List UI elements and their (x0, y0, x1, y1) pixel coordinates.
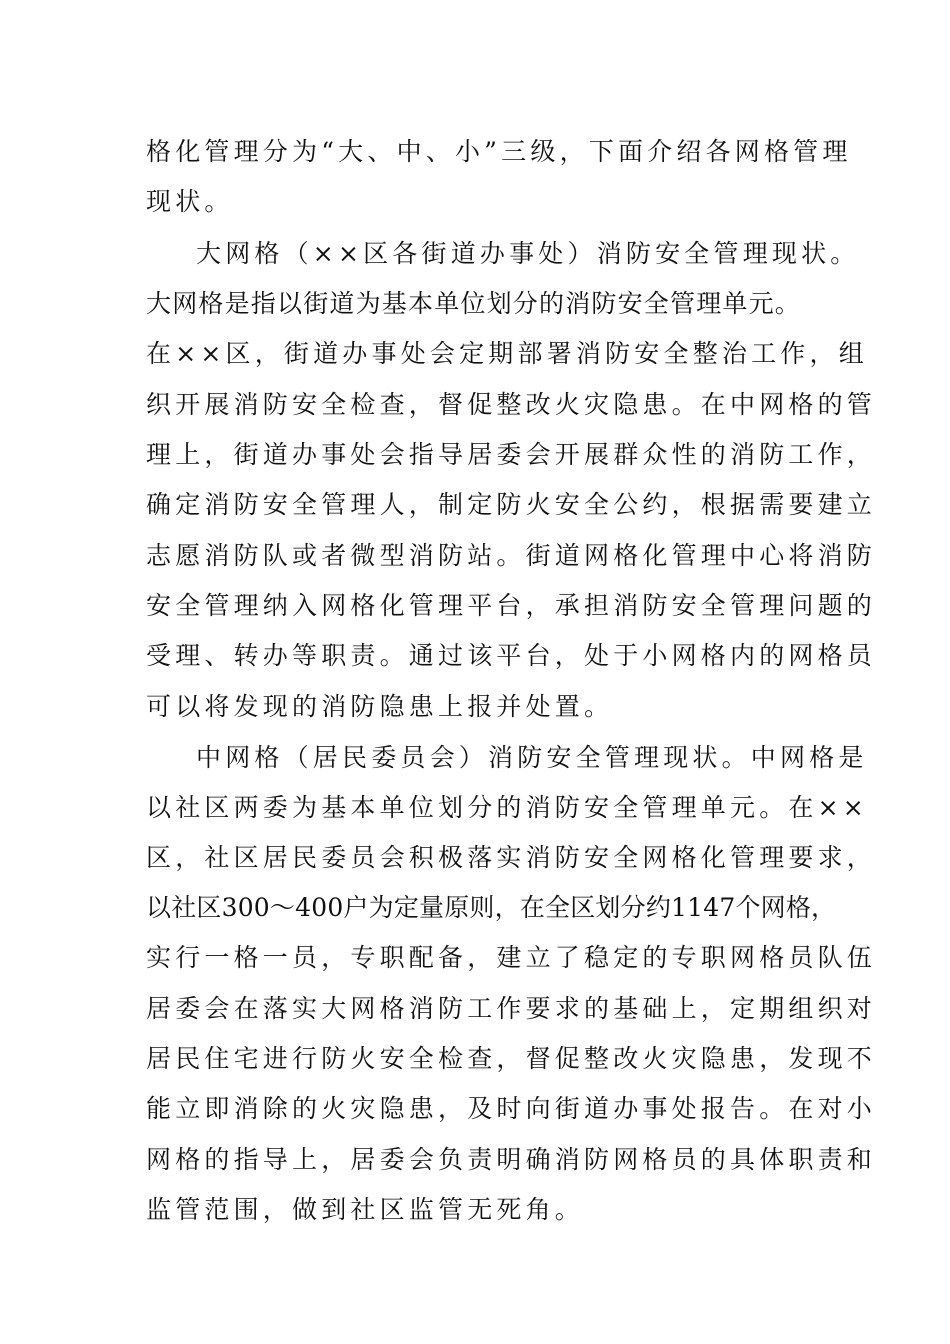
text-line: 可以将发现的消防隐患上报并处置。 (146, 692, 614, 721)
paragraph-heading-large-grid: 大网格（××区各街道办事处）消防安全管理现状。 (196, 239, 860, 268)
text-line: 现状。 (146, 187, 234, 216)
text-line: 在××区，街道办事处会定期部署消防安全整治工作，组 (146, 339, 868, 368)
text-line: 居委会在落实大网格消防工作要求的基础上，定期组织对 (146, 994, 877, 1023)
text-line: 格化管理分为“大、中、小”三级，下面介绍各网格管理 (146, 137, 852, 166)
text-line: 能立即消除的火灾隐患，及时向街道办事处报告。在对小 (146, 1094, 877, 1123)
text-line: 居民住宅进行防火安全检查，督促整改火灾隐患，发现不 (146, 1044, 877, 1073)
text-line: 区，社区居民委员会积极落实消防安全网格化管理要求， (146, 843, 877, 872)
text-line: 网格的指导上，居委会负责明确消防网格员的具体职责和 (146, 1145, 877, 1174)
text-line: 织开展消防安全检查，督促整改火灾隐患。在中网格的管 (146, 390, 877, 419)
text-line: 以社区300～400户为定量原则，在全区划分约1147个网格， (146, 893, 837, 922)
text-line: 大网格是指以街道为基本单位划分的消防安全管理单元。 (146, 289, 802, 318)
paragraph-heading-medium-grid: 中网格（居民委员会）消防安全管理现状。中网格是 (196, 743, 868, 772)
text-line: 确定消防安全管理人，制定防火安全公约，根据需要建立 (146, 490, 877, 519)
text-line: 监管范围，做到社区监管无死角。 (146, 1195, 585, 1224)
text-line: 安全管理纳入网格化管理平台，承担消防安全管理问题的 (146, 591, 877, 620)
text-line: 理上，街道办事处会指导居委会开展群众性的消防工作， (146, 440, 877, 469)
text-line: 以社区两委为基本单位划分的消防安全管理单元。在×× (146, 793, 868, 822)
text-line: 实行一格一员，专职配备，建立了稳定的专职网格员队伍 (146, 943, 877, 972)
text-line: 志愿消防队或者微型消防站。街道网格化管理中心将消防 (146, 541, 877, 570)
text-line: 受理、转办等职责。通过该平台，处于小网格内的网格员 (146, 641, 877, 670)
